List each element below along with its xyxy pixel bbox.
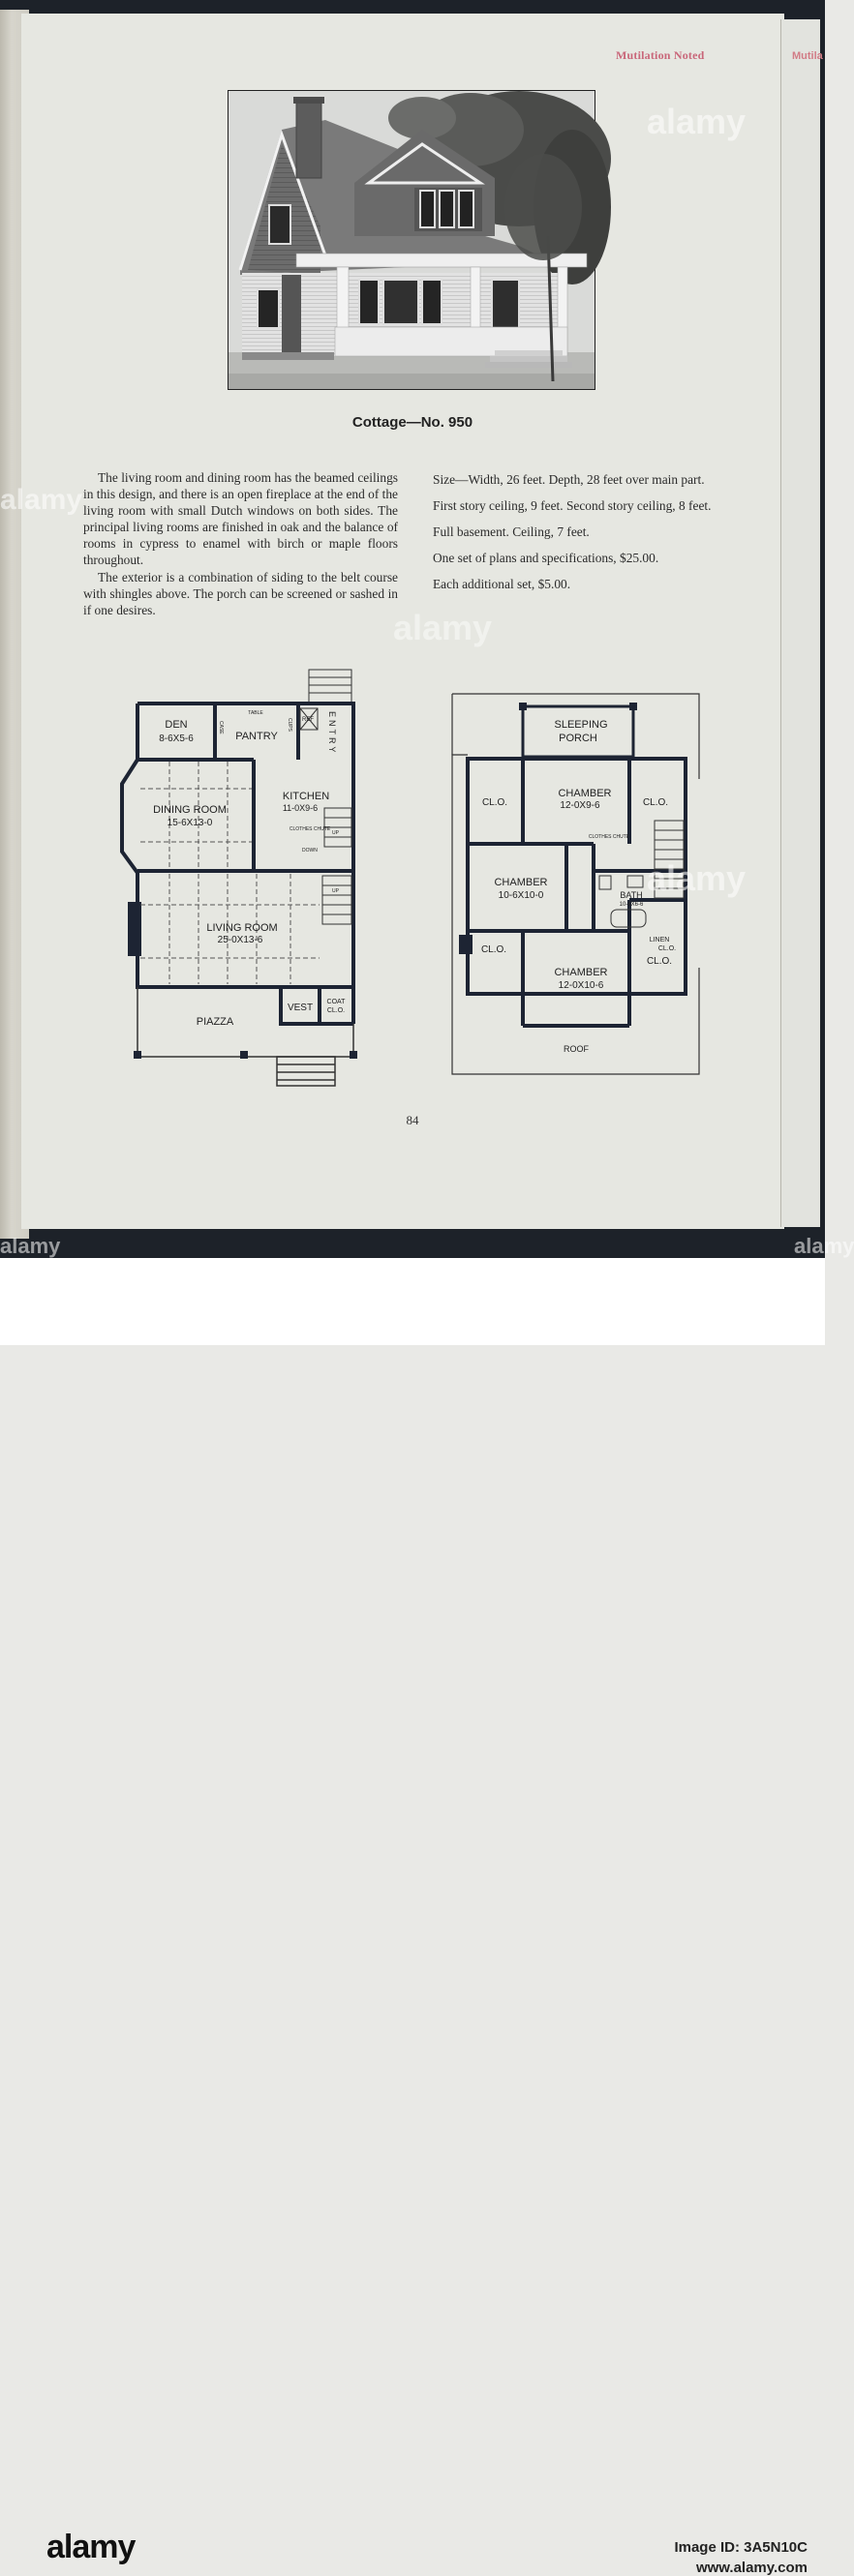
den-label: DEN (165, 719, 188, 731)
den-size: 8-6X5-6 (159, 734, 194, 744)
site-url: www.alamy.com (695, 2560, 808, 2576)
chamber-2-size: 10-6X10-0 (498, 890, 544, 901)
dining-room-size: 15-6X13-0 (167, 818, 213, 828)
table-label: TABLE (248, 710, 263, 716)
clothes-chute-label: CLOTHES CHUTE (289, 826, 331, 832)
spec-ceiling: First story ceiling, 9 feet. Second story ceiling, 8 feet. (433, 498, 712, 514)
watermark: alamy (0, 484, 83, 516)
mutilation-stamp: Mutilation Noted (616, 48, 705, 62)
house-caption: Cottage—No. 950 (351, 414, 473, 431)
coat-closet-label: CL.O. (326, 1007, 346, 1014)
footer-info (674, 2539, 808, 2576)
alamy-logo: alamy (46, 2529, 136, 2565)
stock-footer (0, 1258, 825, 2576)
closet-3-label: CL.O. (646, 956, 673, 967)
kitchen-size: 11-0X9-6 (282, 803, 319, 813)
case-label: CASE (218, 721, 224, 734)
description-paragraph-1: The living room and dining room has the beamed ceilings in this design, and there is an open fireplace at the end of the living room with small Dutch windows on both sides. The principal living rooms are finished in oak and the balance of rooms in cypress to enamel with birch or maple floors throughout. (83, 470, 398, 568)
spec-additional-price: Each additional set, $5.00. (433, 577, 571, 592)
sleeping-label: SLEEPING (554, 719, 608, 731)
first-floor-plan (122, 670, 357, 1086)
chamber-3-label: CHAMBER (554, 967, 608, 978)
chamber-1-size: 12-0X9-6 (560, 800, 600, 811)
down-label: DOWN (302, 848, 318, 854)
porch-label: PORCH (559, 733, 597, 744)
up-label-kitchen: UP (332, 830, 339, 836)
living-room-size: 25-0X13-6 (217, 935, 263, 945)
living-room-label: LIVING ROOM (206, 922, 278, 934)
watermark: alamy (393, 608, 493, 647)
watermark: alamy (794, 1234, 854, 1258)
closet-2-label: CL.O. (642, 797, 669, 808)
chamber-3-size: 12-0X10-6 (558, 980, 604, 991)
spec-plans-price: One set of plans and specifications, $25.00. (433, 551, 659, 566)
bath-size: 10-6X6-6 (619, 902, 644, 908)
up-label-living: UP (332, 888, 339, 894)
image-id: Image ID: 3A5N10C (674, 2539, 808, 2556)
pantry-label: PANTRY (235, 731, 278, 742)
kitchen-label: KITCHEN (282, 791, 330, 802)
vest-label: VEST (287, 1003, 314, 1013)
description-paragraph-2: The exterior is a combination of siding to the belt course with shingles above. The porch can be screened or sashed in if one desires. (83, 569, 398, 617)
watermark: alamy (647, 102, 747, 141)
entry-label: ENTRY (327, 711, 337, 756)
spec-basement: Full basement. Ceiling, 7 feet. (433, 524, 590, 540)
bath-label: BATH (620, 890, 643, 900)
roof-label: ROOF (564, 1044, 589, 1054)
coat-label: COAT (326, 999, 346, 1005)
watermark: alamy (0, 1234, 61, 1258)
scanned-page (0, 0, 854, 1258)
clothes-chute-label-2: CLOTHES CHUTE (588, 834, 630, 840)
closet-1-label: CL.O. (481, 797, 508, 808)
page-number: 84 (406, 1113, 419, 1127)
linen-label: LINEN (649, 937, 670, 944)
dining-room-label: DINING ROOM (153, 804, 227, 816)
closet-4-label: CL.O. (480, 944, 507, 955)
spec-size: Size—Width, 26 feet. Depth, 28 feet over main part. (433, 472, 705, 487)
next-page-stamp: Mutila (792, 50, 823, 62)
watermark: alamy (647, 858, 747, 898)
chamber-1-label: CHAMBER (558, 788, 612, 799)
piazza-label: PIAZZA (196, 1016, 234, 1028)
linen-closet-label: CL.O. (657, 945, 677, 952)
cups-label: CUPS (287, 718, 292, 732)
ref-label: REF (302, 717, 314, 723)
chamber-2-label: CHAMBER (494, 877, 548, 888)
